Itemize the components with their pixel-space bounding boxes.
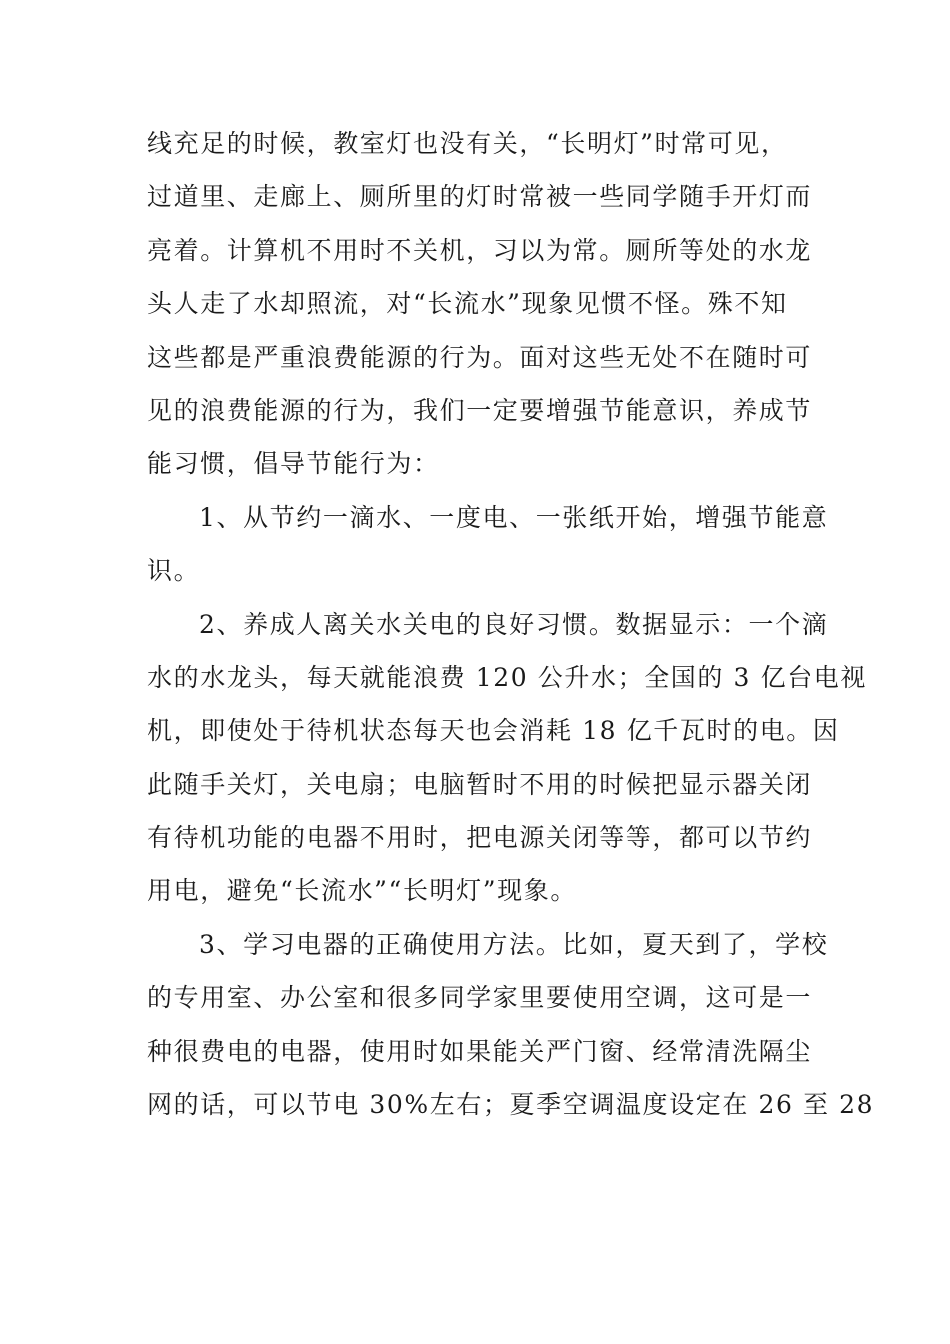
text-line: 有待机功能的电器不用时，把电源关闭等等，都可以节约 — [147, 823, 813, 853]
text-line: 线充足的时候，教室灯也没有关，“长明灯”时常可见， — [147, 129, 788, 158]
list-item-3-start: 3、学习电器的正确使用方法。比如，夏天到了，学校 — [199, 929, 829, 959]
text-line: 头人走了水却照流，对“长流水”现象见惯不怪。殊不知 — [147, 289, 788, 319]
body-text — [147, 117, 875, 1131]
list-item-1-start: 1、从节约一滴水、一度电、一张纸开始，增强节能意 — [199, 502, 829, 532]
text-line: 机，即使处于待机状态每天也会消耗 18 亿千瓦时的电。因 — [147, 716, 840, 746]
text-line: 种很费电的电器，使用时如果能关严门窗、经常清洗隔尘 — [147, 1036, 813, 1066]
text-line: 能习惯，倡导节能行为： — [147, 449, 440, 479]
text-line: 见的浪费能源的行为，我们一定要增强节能意识，养成节 — [147, 395, 813, 425]
text-line: 这些都是严重浪费能源的行为。面对这些无处不在随时可 — [147, 342, 813, 372]
text-line: 过道里、走廊上、厕所里的灯时常被一些同学随手开灯而 — [147, 182, 813, 212]
text-line: 水的水龙头，每天就能浪费 120 公升水；全国的 3 亿台电视 — [147, 662, 868, 692]
text-line: 网的话，可以节电 30%左右；夏季空调温度设定在 26 至 28 — [147, 1090, 875, 1120]
text-line: 用电，避免“长流水”“长明灯”现象。 — [147, 876, 577, 906]
text-line: 的专用室、办公室和很多同学家里要使用空调，这可是一 — [147, 983, 813, 1013]
text-line: 亮着。计算机不用时不关机，习以为常。厕所等处的水龙 — [147, 235, 813, 265]
text-line: 识。 — [147, 556, 201, 586]
text-line: 此随手关灯，关电扇；电脑暂时不用的时候把显示器关闭 — [147, 769, 813, 799]
list-item-2-start: 2、养成人离关水关电的良好习惯。数据显示：一个滴 — [199, 609, 829, 639]
